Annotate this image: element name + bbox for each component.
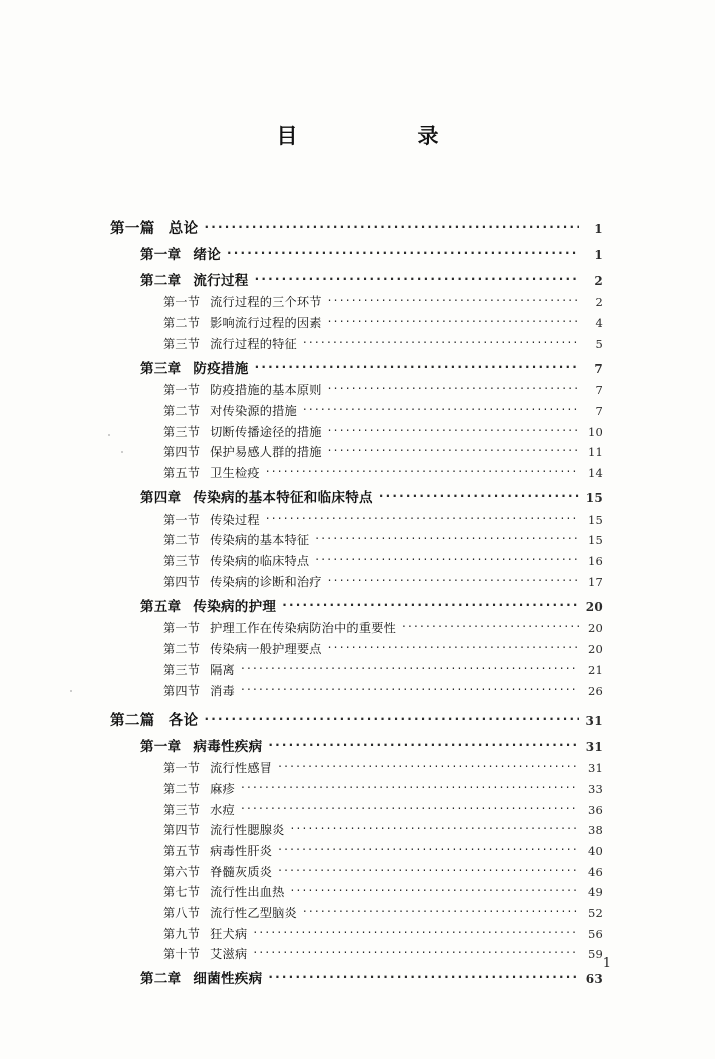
toc-entry-page: 16 — [587, 554, 603, 569]
toc-entry-label — [163, 866, 272, 878]
toc-entry-number: 第五章 — [140, 598, 182, 615]
toc-entry-label — [163, 643, 322, 655]
toc-entry-page: 2 — [595, 295, 603, 310]
toc-entry-label — [163, 622, 396, 634]
toc-entry-title: 各论 — [168, 712, 199, 729]
toc-entry-page: 31 — [585, 739, 603, 754]
toc-entry-page: 7 — [594, 361, 603, 376]
toc-entry-section[interactable] — [163, 946, 603, 961]
toc-entry-title: 传染病的基本特征 — [210, 533, 310, 548]
toc-entry-page: 20 — [587, 621, 603, 636]
toc-leader-dots — [328, 641, 579, 653]
toc-entry-number: 第六节 — [163, 864, 201, 879]
toc-entry-number: 第三章 — [140, 360, 182, 377]
toc-entry-title: 流行性腮腺炎 — [210, 823, 285, 838]
toc-entry-number: 第二章 — [140, 971, 182, 988]
toc-entry-section[interactable] — [163, 620, 603, 635]
toc-entry-page: 63 — [585, 972, 603, 987]
toc-entry-title: 水痘 — [210, 802, 235, 817]
toc-leader-dots — [253, 926, 579, 938]
toc-entry-number: 第二节 — [163, 403, 201, 418]
toc-entry-label — [163, 824, 285, 836]
toc-entry-label — [110, 714, 199, 729]
toc-leader-dots — [268, 970, 579, 984]
toc-leader-dots — [328, 294, 579, 306]
toc-entry-number: 第一篇 — [110, 220, 155, 237]
toc-leader-dots — [278, 843, 579, 855]
toc-entry-chapter[interactable] — [140, 271, 603, 288]
toc-entry-number: 第八节 — [163, 906, 201, 920]
toc-entry-title: 病毒性肝炎 — [210, 843, 273, 858]
toc-entry-page: 52 — [587, 906, 603, 920]
toc-entry-section[interactable] — [163, 682, 603, 697]
toc-entry-label — [163, 405, 297, 417]
toc-entry-chapter[interactable] — [140, 489, 603, 506]
toc-entry-title: 病毒性疾病 — [193, 738, 263, 755]
toc-entry-number: 第二节 — [163, 315, 201, 330]
toc-leader-dots — [255, 359, 579, 373]
toc-entry-number: 第一节 — [163, 383, 201, 398]
toc-leader-dots — [241, 801, 579, 813]
toc-entry-title: 传染病一般护理要点 — [210, 642, 322, 657]
toc-entry-number: 第九节 — [163, 926, 201, 941]
toc-entry-label — [163, 555, 309, 567]
toc-entry-label — [163, 317, 322, 329]
toc-entry-page: 7 — [595, 403, 603, 418]
toc-leader-dots — [266, 465, 579, 477]
toc-entry-page: 7 — [595, 383, 603, 398]
toc-entry-part[interactable] — [110, 218, 603, 236]
toc-entry-page: 5 — [595, 336, 603, 351]
toc-entry-section[interactable] — [163, 294, 603, 309]
toc-entry-title: 细菌性疾病 — [193, 971, 263, 988]
toc-entry-chapter[interactable] — [140, 597, 603, 614]
toc-entry-chapter[interactable] — [140, 245, 603, 262]
toc-entry-number: 第一节 — [163, 512, 201, 527]
toc-leader-dots — [205, 218, 579, 233]
toc-leader-dots — [328, 382, 579, 394]
toc-entry-page: 14 — [587, 466, 603, 480]
scan-speckle — [121, 451, 123, 453]
toc-entry-title: 传染病的护理 — [193, 598, 277, 615]
toc-entry-label — [163, 948, 247, 960]
toc-entry-label — [163, 928, 247, 940]
toc-entry-page: 15 — [587, 512, 603, 527]
toc-entry-page: 20 — [587, 642, 603, 657]
toc-entry-title: 隔离 — [210, 662, 235, 677]
toc-entry-title: 传染过程 — [210, 512, 260, 527]
toc-entry-title: 流行过程 — [193, 272, 249, 289]
toc-entry-page: 11 — [587, 445, 603, 460]
toc-leader-dots — [278, 863, 579, 875]
toc-entry-label — [140, 973, 262, 987]
toc-entry-title: 影响流行过程的因素 — [210, 315, 322, 330]
toc-entry-number: 第三节 — [163, 662, 201, 677]
toc-entry-chapter[interactable] — [140, 737, 603, 754]
table-of-contents — [0, 205, 715, 993]
toc-entry-chapter[interactable] — [140, 359, 603, 376]
toc-entry-title: 绪论 — [193, 246, 222, 263]
toc-entry-page: 56 — [587, 926, 603, 941]
toc-entry-page: 40 — [587, 843, 603, 858]
toc-entry-label — [140, 738, 263, 755]
page-title: 目 录 — [276, 123, 465, 148]
toc-entry-title: 传染病的基本特征和临床特点 — [193, 490, 373, 506]
toc-entry-number: 第四节 — [163, 683, 201, 698]
toc-entry-title: 流行过程的三个环节 — [210, 295, 322, 310]
toc-entry-page: 31 — [587, 761, 603, 776]
toc-entry-section[interactable] — [163, 863, 603, 878]
toc-leader-dots — [291, 822, 580, 834]
toc-entry-page: 36 — [587, 802, 603, 817]
toc-entry-page: 38 — [587, 823, 603, 838]
toc-leader-dots — [328, 444, 579, 456]
toc-leader-dots — [278, 760, 579, 772]
toc-entry-title: 流行性乙型脑炎 — [210, 906, 297, 920]
toc-entry-label — [163, 845, 272, 857]
toc-entry-page: 49 — [587, 885, 603, 900]
toc-entry-number: 第三节 — [163, 424, 201, 439]
toc-entry-title: 麻疹 — [210, 781, 235, 796]
toc-entry-section[interactable] — [163, 423, 603, 438]
toc-leader-dots — [315, 553, 579, 565]
toc-entry-title: 防疫措施 — [193, 360, 249, 377]
toc-entry-label — [163, 685, 235, 697]
toc-entry-title: 卫生检疫 — [210, 466, 260, 480]
toc-leader-dots — [268, 737, 579, 751]
toc-entry-title: 护理工作在传染病防治中的重要性 — [210, 621, 396, 636]
toc-entry-label — [163, 907, 297, 919]
toc-entry-page: 26 — [587, 683, 603, 698]
toc-leader-dots — [328, 423, 579, 435]
toc-entry-number: 第一章 — [140, 246, 182, 263]
toc-entry-label — [163, 467, 260, 479]
toc-entry-number: 第三节 — [163, 554, 201, 569]
toc-entry-page: 31 — [585, 713, 603, 728]
toc-entry-label — [110, 222, 199, 237]
toc-entry-label — [163, 514, 260, 526]
toc-entry-number: 第二节 — [163, 642, 201, 657]
toc-leader-dots — [303, 905, 579, 917]
toc-entry-label — [140, 598, 277, 615]
toc-entry-section[interactable] — [163, 781, 603, 796]
toc-entry-part[interactable] — [110, 710, 603, 728]
toc-entry-title: 总论 — [168, 220, 199, 237]
toc-entry-title: 传染病的诊断和治疗 — [210, 574, 322, 589]
toc-entry-page: 4 — [595, 315, 603, 330]
toc-leader-dots — [328, 315, 579, 327]
toc-entry-title: 切断传播途径的措施 — [210, 424, 322, 439]
toc-entry-section[interactable] — [163, 465, 603, 480]
toc-entry-page: 10 — [587, 424, 603, 439]
toc-entry-title: 消毒 — [210, 683, 235, 698]
toc-leader-dots — [282, 597, 579, 611]
toc-entry-section[interactable] — [163, 884, 603, 899]
toc-entry-section[interactable] — [163, 403, 603, 418]
toc-entry-title: 对传染源的措施 — [210, 403, 297, 418]
toc-entry-title: 流行过程的特征 — [210, 336, 297, 351]
toc-leader-dots — [303, 403, 579, 415]
toc-entry-section[interactable] — [163, 843, 603, 858]
toc-entry-label — [163, 783, 235, 795]
toc-entry-title: 艾滋病 — [210, 947, 248, 962]
toc-entry-label — [163, 446, 322, 458]
toc-entry-section[interactable] — [163, 335, 603, 350]
toc-entry-number: 第三节 — [163, 336, 201, 351]
toc-entry-number: 第一节 — [163, 761, 201, 776]
toc-entry-page: 20 — [585, 599, 603, 614]
toc-entry-page: 1 — [594, 247, 603, 262]
toc-entry-number: 第五节 — [163, 466, 201, 480]
toc-entry-section[interactable] — [163, 382, 603, 397]
toc-entry-title: 狂犬病 — [210, 926, 248, 941]
toc-entry-number: 第一节 — [163, 621, 201, 636]
toc-entry-chapter[interactable] — [140, 970, 603, 987]
toc-entry-number: 第四节 — [163, 574, 201, 589]
toc-leader-dots — [241, 781, 579, 793]
page-number: 1 — [602, 956, 611, 971]
toc-entry-number: 第五节 — [163, 843, 201, 858]
toc-leader-dots — [241, 682, 579, 694]
toc-entry-label — [163, 576, 322, 588]
toc-entry-number: 第二章 — [140, 272, 182, 289]
toc-entry-label — [163, 338, 297, 350]
toc-entry-label — [140, 360, 249, 377]
toc-leader-dots — [255, 271, 579, 285]
toc-entry-section[interactable] — [163, 822, 603, 837]
toc-entry-title: 流行性出血热 — [210, 885, 285, 900]
toc-entry-section[interactable] — [163, 532, 603, 547]
toc-entry-page: 1 — [594, 221, 603, 236]
toc-entry-title: 传染病的临床特点 — [210, 554, 310, 569]
toc-entry-label — [163, 384, 322, 396]
toc-entry-label — [163, 762, 272, 774]
toc-entry-number: 第四章 — [140, 490, 182, 506]
toc-entry-page: 59 — [587, 947, 603, 962]
toc-leader-dots — [291, 884, 580, 896]
toc-entry-label — [163, 804, 235, 816]
toc-entry-number: 第二节 — [163, 781, 201, 796]
toc-entry-number: 第四节 — [163, 445, 201, 460]
toc-entry-label — [163, 426, 322, 438]
toc-entry-section[interactable] — [163, 444, 603, 459]
toc-entry-page: 2 — [594, 273, 603, 288]
toc-entry-number: 第二节 — [163, 533, 201, 548]
toc-leader-dots — [266, 512, 579, 524]
toc-entry-label — [140, 272, 249, 289]
toc-entry-section[interactable] — [163, 641, 603, 656]
toc-entry-title: 流行性感冒 — [210, 761, 273, 776]
toc-entry-label — [140, 246, 222, 263]
toc-entry-section[interactable] — [163, 553, 603, 568]
toc-entry-number: 第一章 — [140, 738, 182, 755]
toc-leader-dots — [402, 620, 579, 632]
toc-entry-page: 17 — [587, 574, 603, 589]
toc-leader-dots — [328, 574, 579, 586]
toc-leader-dots — [379, 489, 579, 503]
toc-entry-number: 第二篇 — [110, 712, 155, 729]
scan-speckle — [70, 690, 72, 692]
toc-entry-number: 第七节 — [163, 885, 201, 900]
toc-entry-page: 21 — [587, 662, 603, 677]
toc-entry-page: 15 — [585, 491, 603, 505]
toc-entry-title: 防疫措施的基本原则 — [210, 383, 322, 398]
toc-entry-section[interactable] — [163, 905, 603, 920]
toc-entry-number: 第三节 — [163, 802, 201, 817]
toc-entry-title: 保护易感人群的措施 — [210, 445, 322, 460]
toc-entry-page: 15 — [587, 533, 603, 548]
toc-entry-label — [163, 534, 309, 546]
toc-entry-page: 33 — [587, 781, 603, 796]
toc-leader-dots — [303, 335, 579, 347]
toc-entry-label — [163, 886, 285, 898]
toc-entry-title: 脊髓灰质炎 — [210, 864, 273, 879]
toc-entry-label — [163, 664, 235, 676]
toc-entry-section[interactable] — [163, 315, 603, 330]
toc-entry-number: 第四节 — [163, 823, 201, 838]
toc-leader-dots — [227, 245, 579, 259]
toc-entry-section[interactable] — [163, 926, 603, 941]
toc-entry-number: 第十节 — [163, 947, 201, 962]
toc-entry-page: 46 — [587, 864, 603, 879]
toc-leader-dots — [253, 946, 579, 958]
toc-entry-label — [140, 492, 373, 506]
toc-entry-label — [163, 296, 322, 308]
toc-entry-section[interactable] — [163, 801, 603, 816]
toc-leader-dots — [241, 662, 579, 674]
toc-leader-dots — [315, 532, 579, 544]
toc-entry-section[interactable] — [163, 512, 603, 527]
toc-entry-section[interactable] — [163, 760, 603, 775]
toc-leader-dots — [205, 710, 579, 725]
toc-entry-section[interactable] — [163, 574, 603, 589]
scan-speckle — [108, 434, 110, 436]
toc-entry-number: 第一节 — [163, 295, 201, 310]
toc-entry-section[interactable] — [163, 662, 603, 677]
